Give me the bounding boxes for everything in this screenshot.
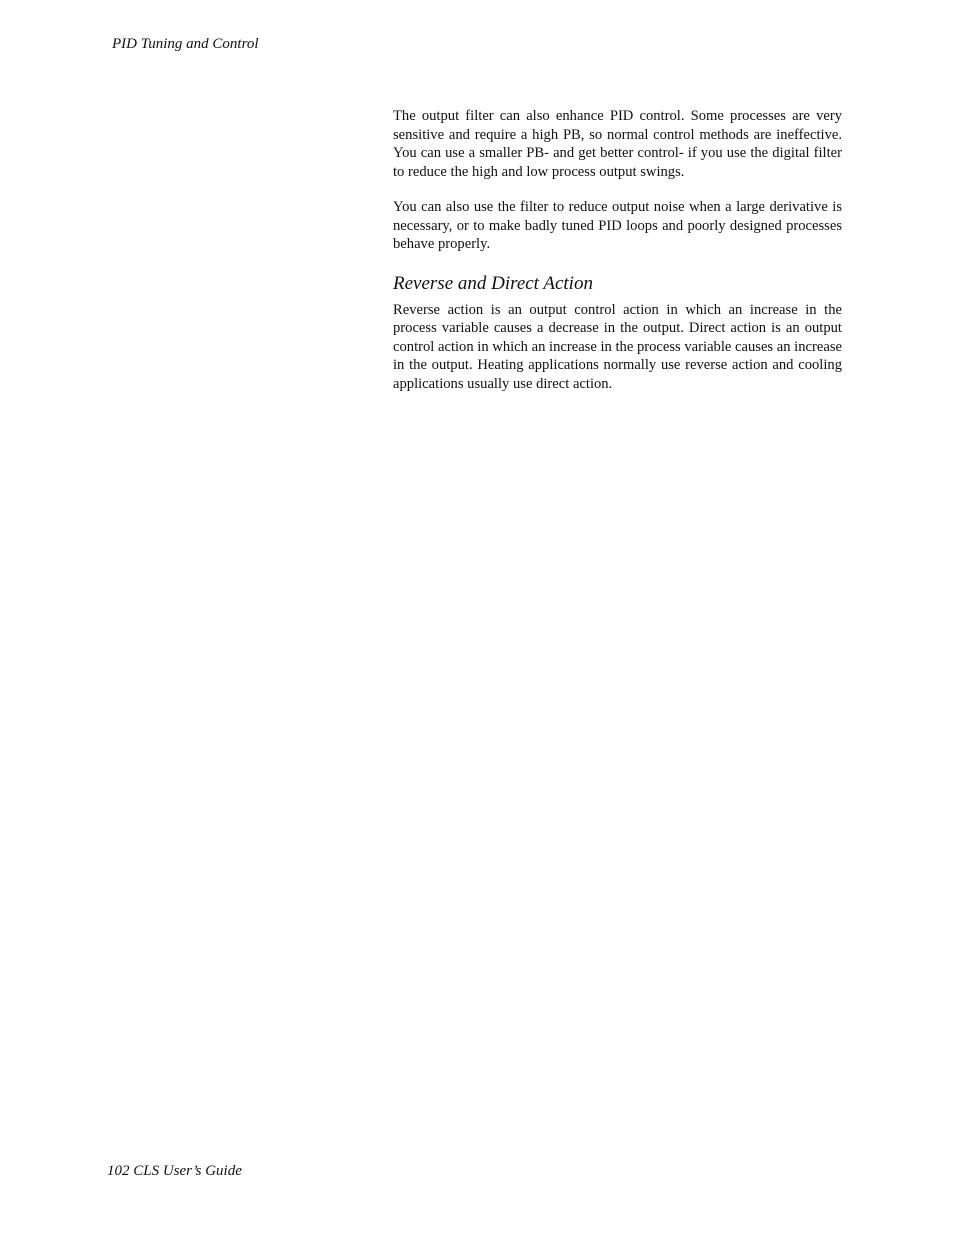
running-footer-page-label: 102 CLS User’s Guide	[107, 1163, 242, 1179]
section-heading: Reverse and Direct Action	[393, 272, 593, 294]
output-filter-paragraph: The output filter can also enhance PID control. Some processes are very sensitive and require a high PB, so normal control methods are ineffective. You can use a smaller PB- and get better control- if you use the digital filter to reduce the high and low process output swings.	[393, 108, 842, 180]
reverse-direct-action-paragraph: Reverse action is an output control action in which an increase in the process variable causes a decrease in the output. Direct action is an output control action in which an increase in the process variable causes an increase in the output. Heating applications normally use reverse action and cooling applications usually use direct action.	[393, 301, 842, 392]
main-content-column	[393, 107, 842, 393]
output-noise-paragraph: You can also use the filter to reduce output noise when a large derivative is necessary, or to make badly tuned PID loops and poorly designed processes behave properly.	[393, 199, 842, 252]
running-header-title: PID Tuning and Control	[112, 36, 259, 52]
